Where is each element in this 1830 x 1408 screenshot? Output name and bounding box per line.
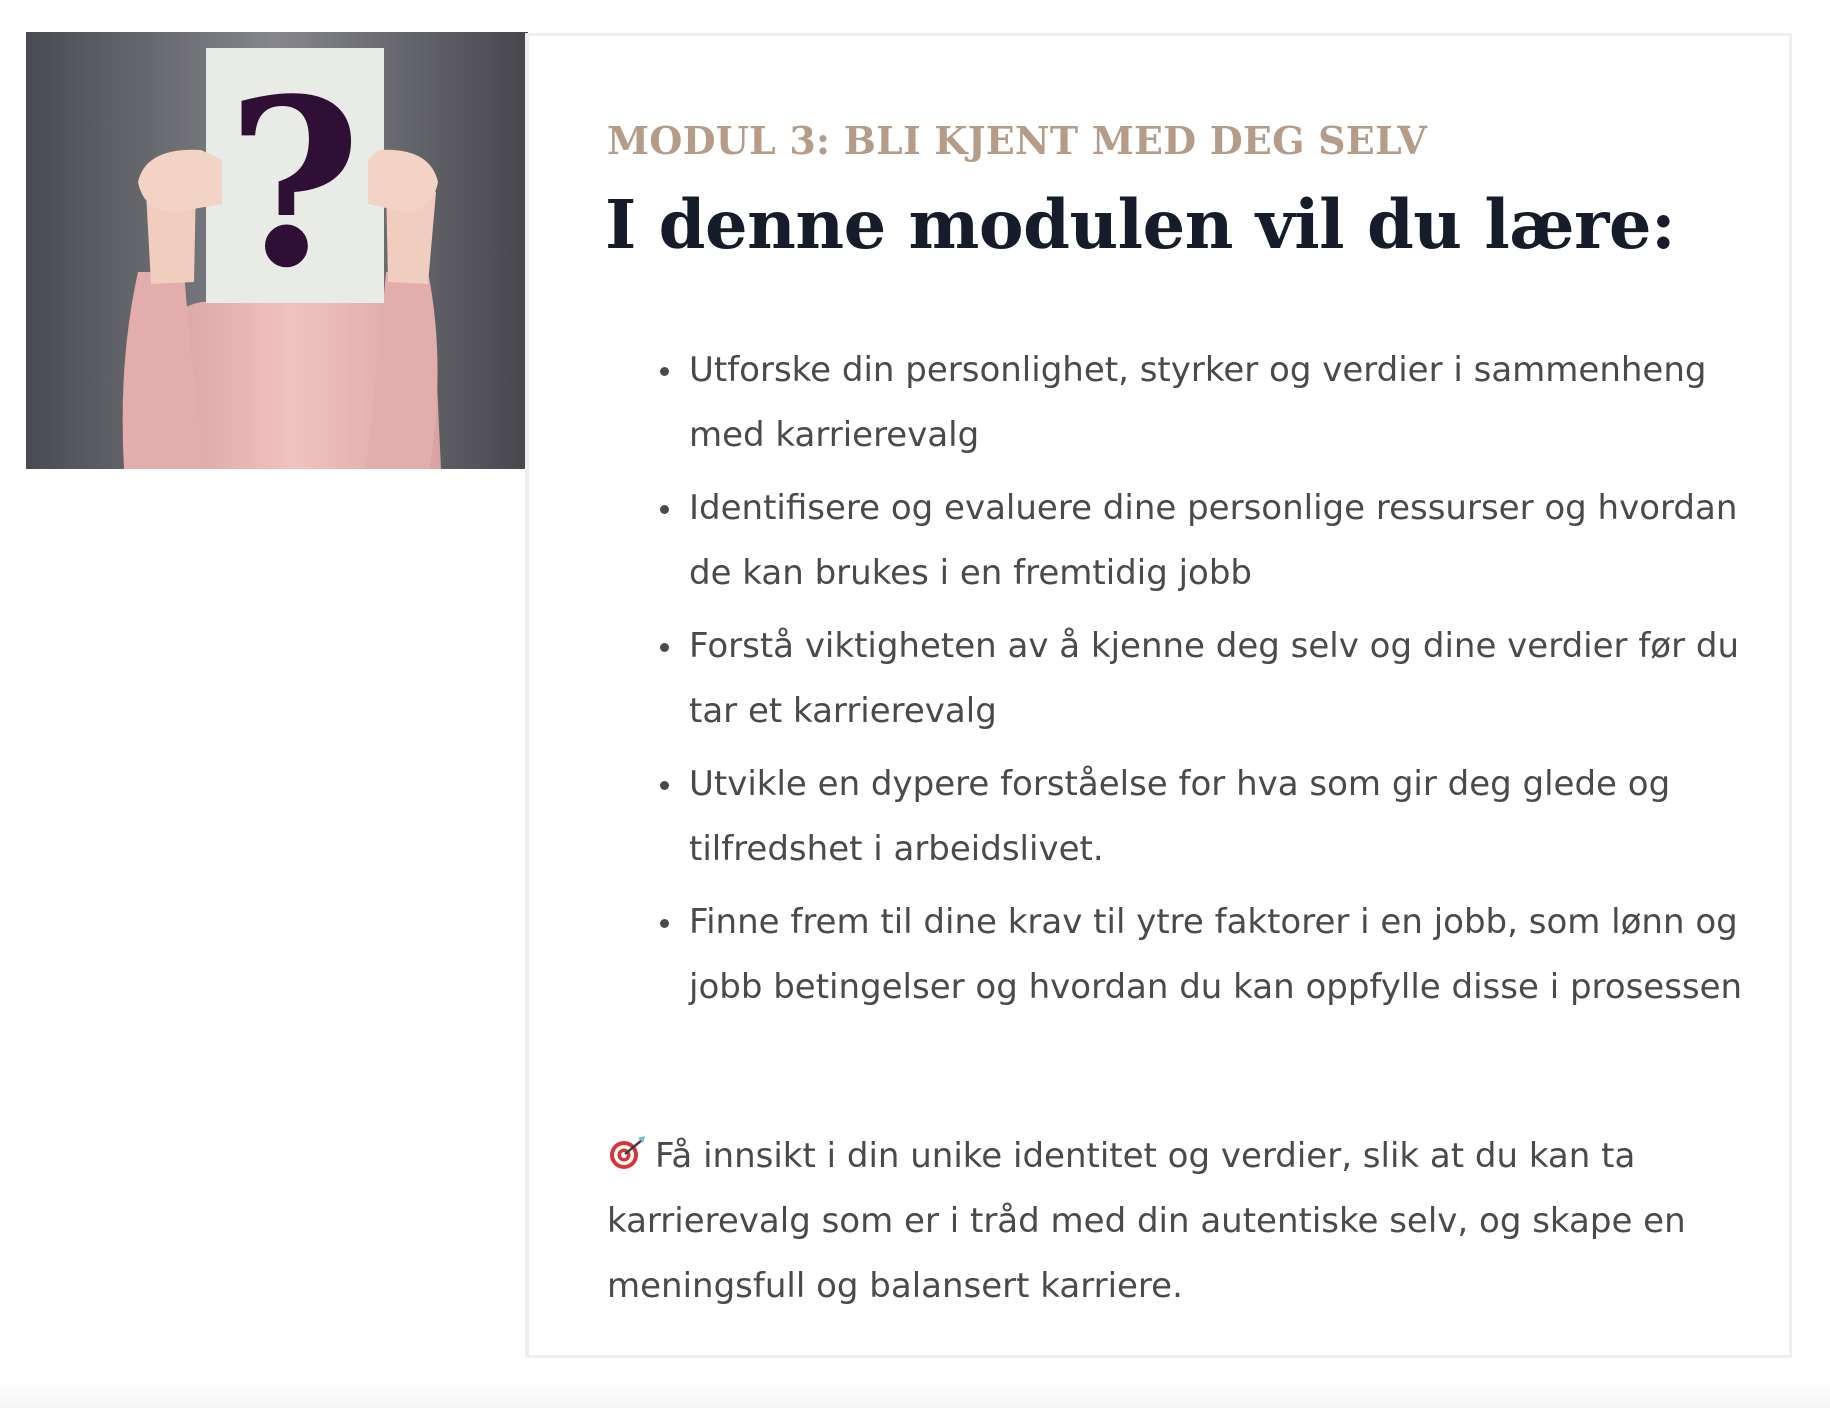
list-item: Utforske din personlighet, styrker og verdier i sammenheng med karrierevalg	[689, 338, 1749, 468]
page-bottom-edge	[0, 1378, 1830, 1408]
target-icon	[607, 1135, 647, 1171]
list-item: Identifisere og evaluere dine personlige ressurser og hvordan de kan brukes i en fremtidig jobb	[689, 476, 1749, 606]
module-content-card	[525, 33, 1792, 1358]
question-mark-glyph: ?	[226, 49, 362, 319]
list-item: Utvikle en dypere forståelse for hva som gir deg glede og tilfredshet i arbeidslivet.	[689, 752, 1749, 882]
summary-paragraph	[607, 1124, 1727, 1319]
question-mark-person-photo	[26, 32, 528, 469]
page-title: I denne modulen vil du lære:	[605, 185, 1676, 264]
module-photo	[26, 32, 528, 469]
list-item: Finne frem til dine krav til ytre faktorer i en jobb, som lønn og jobb betingelser og hvordan du kan oppfylle disse i prosessen	[689, 890, 1749, 1020]
learning-outcomes-list	[629, 338, 1749, 1028]
list-item: Forstå viktigheten av å kjenne deg selv og dine verdier før du tar et karrierevalg	[689, 614, 1749, 744]
module-label: MODUL 3: BLI KJENT MED DEG SELV	[607, 118, 1428, 163]
summary-text: Få innsikt i din unike identitet og verdier, slik at du kan ta karrierevalg som er i tråd med din autentiske selv, og skape en meningsfull og balansert karriere.	[607, 1136, 1686, 1306]
